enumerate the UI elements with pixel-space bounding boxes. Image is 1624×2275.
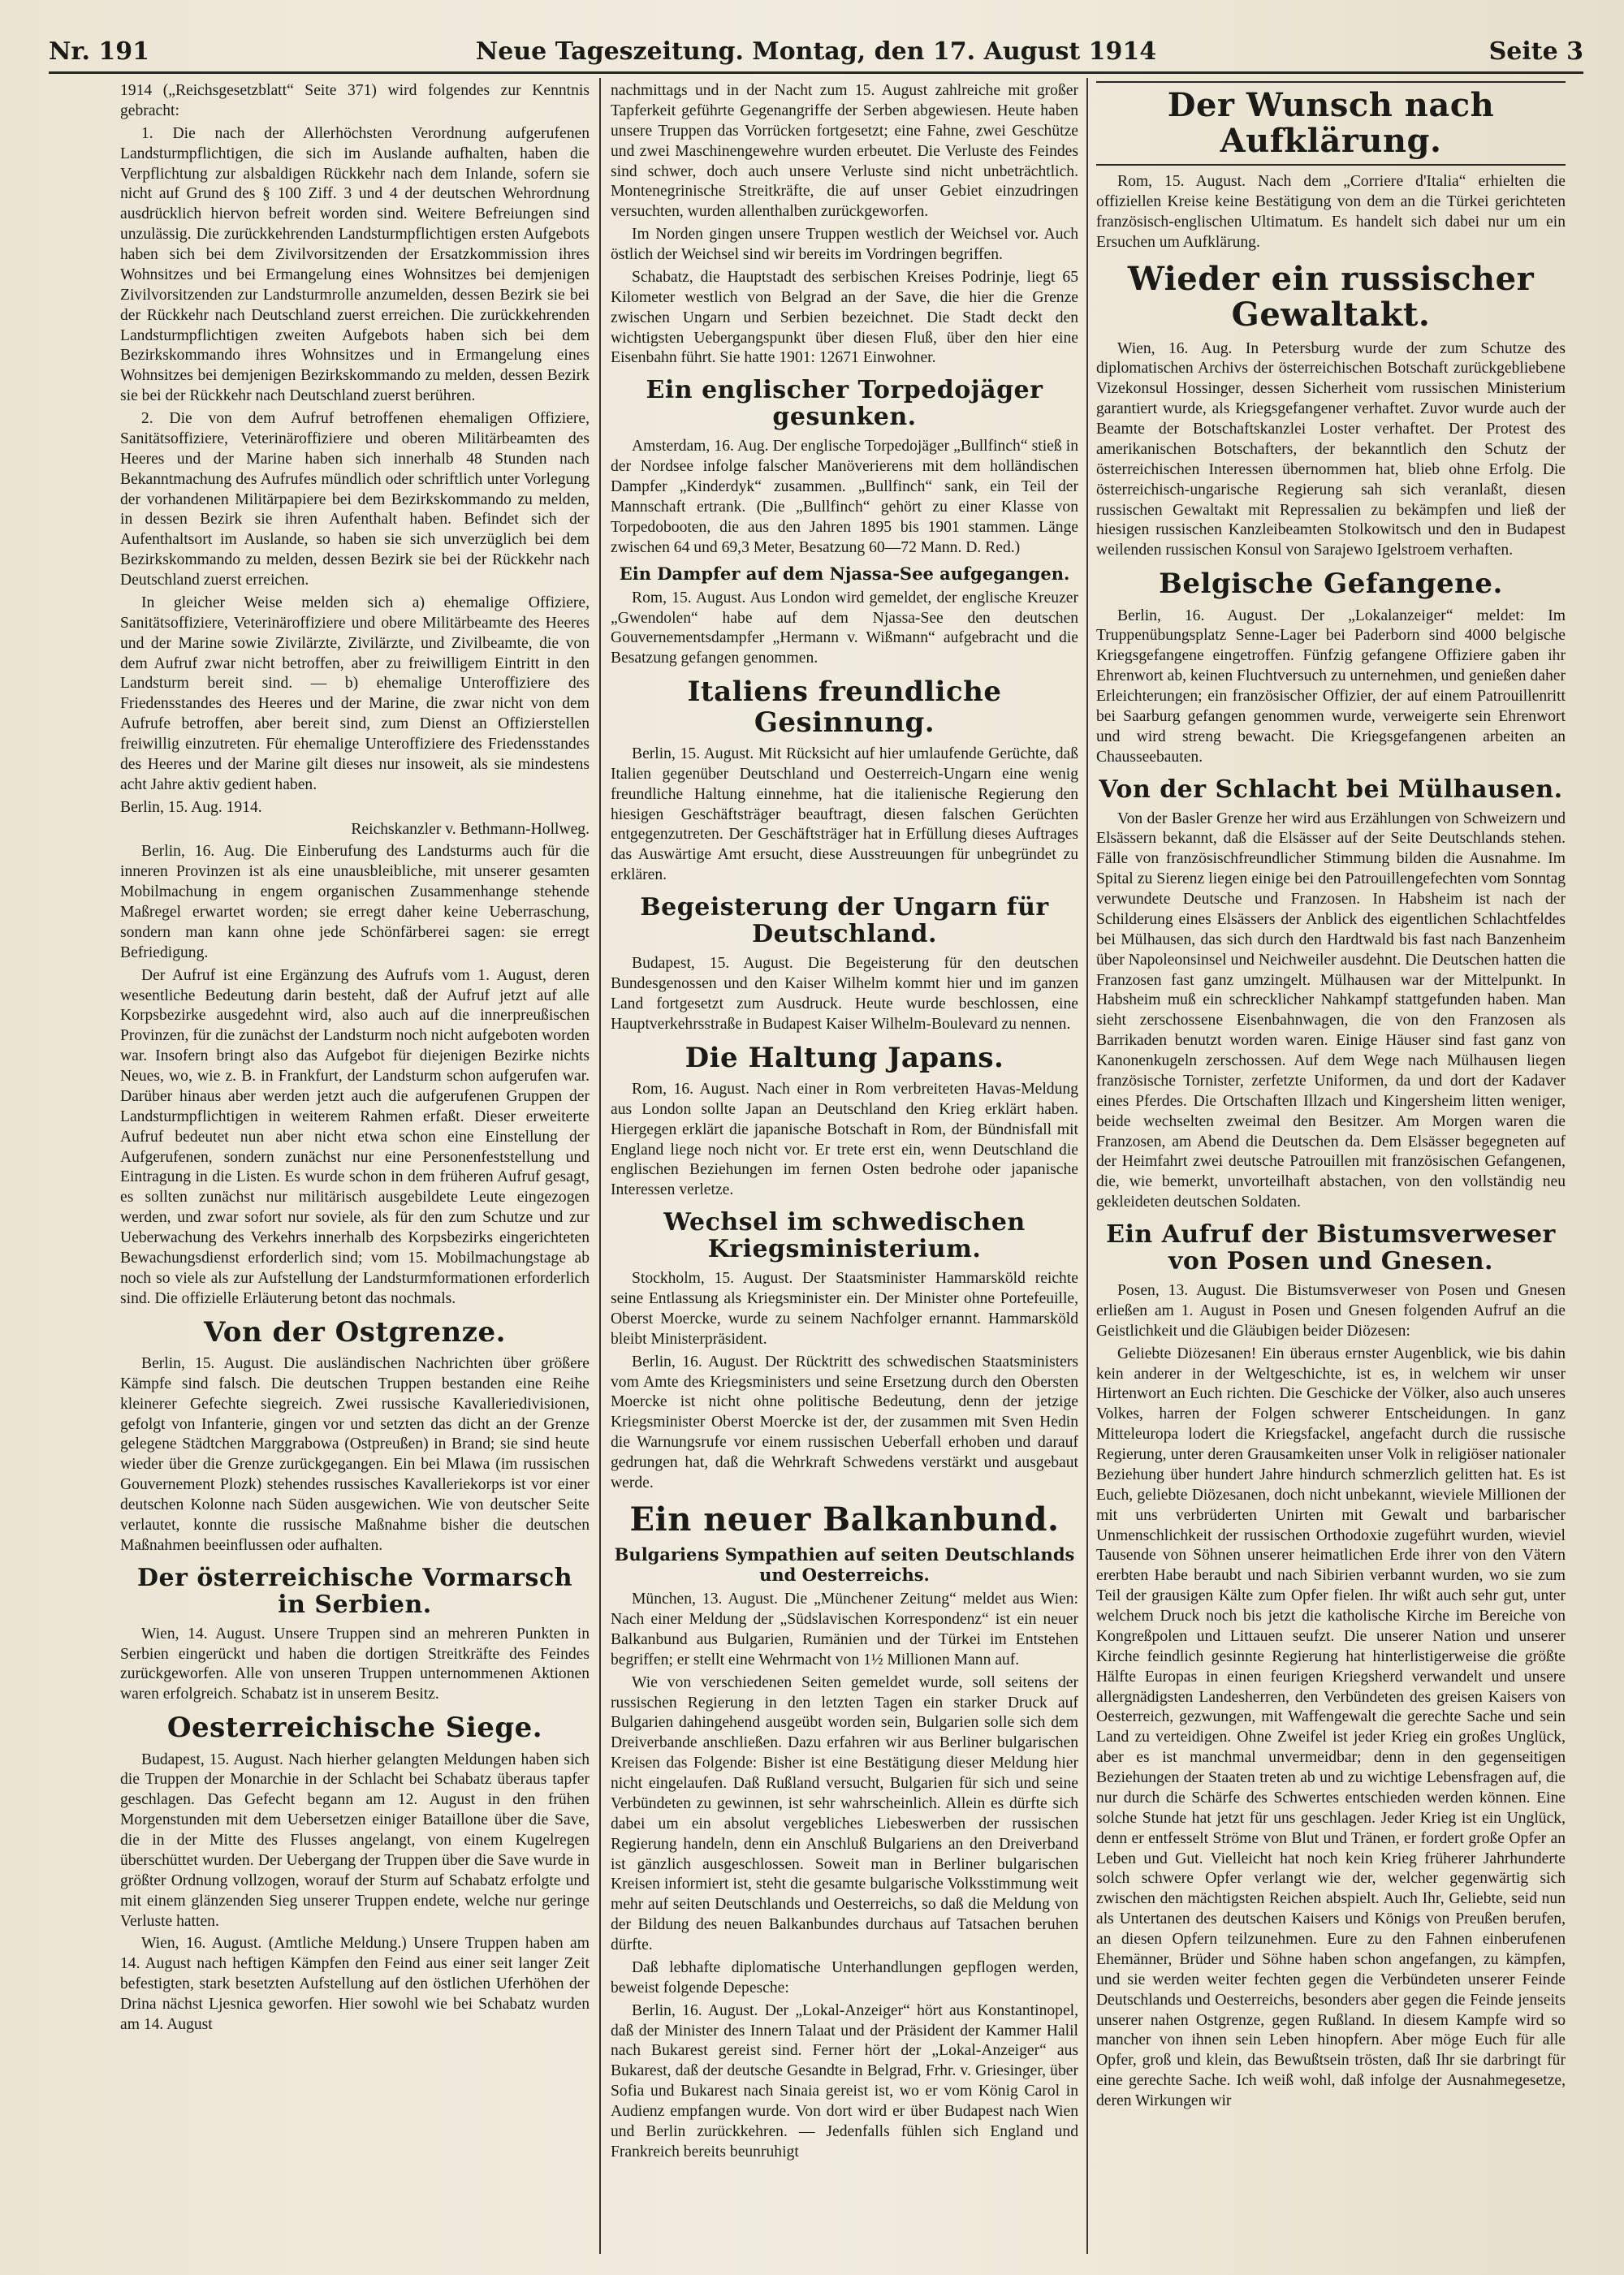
paragraph: nachmittags und in der Nacht zum 15. August zahlreiche mit großer Tapferkeit geführte Gegenangriffe der Serben abgewiesen. Heute haben unsere Truppen das Vorrücken fortgesetzt; eine Fahne, zwei Geschütze und zwei Maschinengewehre wurden erbeutet. Die Verluste des Feindes sind schwer, doch auch unsere Verluste sind nicht unbeträchtlich. Montenegrinische Streitkräfte, die auf unser Gebiet einzudringen versuchten, wurden allenthalben zurückgeworfen. (611, 82, 1078, 221)
paragraph: Wien, 16. August. (Amtliche Meldung.) Unsere Truppen haben am 14. August nach heftigen Kämpfen den Feind aus einer seit langer Zeit befestigten, stark besetzten Aufstellung auf den östlichen Uferhöhen der Drina nächst Ljesnica geworfen. Hier sowohl wie bei Schabatz wurden am 14. August (120, 1935, 590, 2033)
paragraph: Schabatz, die Hauptstadt des serbischen Kreises Podrinje, liegt 65 Kilometer westlich von Belgrad an der Save, die hier die Grenze zwischen Ungarn und Serbien bezeichnet. Die Stadt deckt den wichtigsten Uebergangspunkt über diesen Fluß, über den hier eine Eisenbahn führt. Sie hatte 1901: 12671 Einwohner. (611, 268, 1078, 367)
dateline: Berlin, 15. Aug. 1914. (120, 798, 262, 816)
headline-russischer-gewaltakt: Wieder ein russischer Gewaltakt. (1127, 259, 1535, 334)
headline-torpedojaeger: Ein englischer Torpedojäger gesunken. (646, 376, 1043, 432)
headline-aufruf-bistumsverweser: Ein Aufruf der Bistumsverweser von Posen und Gnesen. (1106, 1220, 1556, 1276)
subheadline-njassa: Ein Dampfer auf dem Njassa-See aufgegangen. (619, 563, 1070, 584)
paragraph: In gleicher Weise melden sich a) ehemalige Offiziere, Sanitätsoffiziere, Veterinäroffiziere und obere Militärbeamte des Heeres und der Marine sowie Zivilärzte, Zivilärzte, und Zivilbeamte, die von dem Aufruf zwar nicht betroffen, aber zu freiwilligem Eintritt in den Landsturm bereit sind. — b) ehemalige Unteroffiziere des Friedensstandes des Heeres und der Marine, die zwar nicht von dem Aufrufe betroffen, aber bereit sind, zum Dienst an Offizierstellen freiwillig einzutreten. Für ehemalige Unteroffiziere des Friedensstandes des Heeres und der Marine gilt dieses nur insoweit, als sie mindestens acht Jahre aktiv gedient haben. (120, 594, 590, 793)
headline-schlacht-muelhausen: Von der Schlacht bei Mülhausen. (1099, 775, 1563, 804)
paragraph: Berlin, 16. Aug. Die Einberufung des Landsturms auch für die inneren Provinzen ist als eine unausbleibliche, mit unserer gesamten Mobilmachung in engem organischen Zusammenhange stehende Maßregel erwartet worden; sie erregt daher keine Ueberraschung, sondern man kann ohne jede Schönfärberei sagen: sie erregt Befriedigung. (120, 843, 590, 961)
headline-box (1096, 81, 1566, 166)
column-2 (611, 81, 1078, 2257)
headline-wunsch-aufklaerung: Der Wunsch nach Aufklärung. (1167, 86, 1495, 160)
masthead-title-date: Neue Tageszeitung. Montag, den 17. August 1914 (475, 37, 1157, 66)
paragraph: Wien, 16. Aug. In Petersburg wurde der zum Schutze des diplomatischen Archivs der österreichischen Botschaft zurückgebliebene Vizekonsul Hossinger, dessen Sicherheit vom russischen Ministerium garantiert wurde, als Kriegsgefangener verhaftet. Zuvor wurde auch der Beamte der Botschaftskanzlei Loster verhaftet. Der Protest des amerikanischen Botschafters, der bekanntlich den Schutz der österreichischen Interessen übernommen hat, blieb ohne Erfolg. Die österreichisch-ungarische Regierung sah sich veranlaßt, diesen russischen Gewaltakt mit Repressalien zu bekämpfen und ließ der hiesigen russischen Kanzleibeamten Stolkowitsch und den in Budapest weilenden russischen Konsul von Sarajewo Igelstroem verhaften. (1096, 339, 1566, 559)
paragraph: Berlin, 16. August. Der Rücktritt des schwedischen Staatsministers vom Amte des Kriegsministers und seine Ersetzung durch den Obersten Moercke ist nicht ohne politische Bedeutung, denn der jetzige Kriegsminister Oberst Moercke ist der, der zusammen mit Sven Hedin die Warnungsrufe vor einem russischen Ueberfall erhoben und darauf gedrungen hat, daß die Wehrkraft Schwedens verstärkt und ausgebaut werde. (611, 1353, 1078, 1491)
headline-belgische-gefangene: Belgische Gefangene. (1159, 568, 1503, 601)
paragraph: Rom, 15. August. Aus London wird gemeldet, der englische Kreuzer „Gwendolen“ habe auf dem Njassa-See den deutschen Gouvernementsdampfer „Hermann v. Wißmann“ aufgebracht und die Besatzung gefangen genommen. (611, 589, 1078, 667)
headline-italiens-gesinnung: Italiens freundliche Gesinnung. (687, 676, 1002, 739)
headline-begeisterung-ungarn: Begeisterung der Ungarn für Deutschland. (640, 893, 1049, 949)
column-1 (120, 81, 590, 2257)
page-number: Seite 3 (1488, 37, 1583, 66)
paragraph: Berlin, 16. August. Der „Lokal-Anzeiger“ hört aus Konstantinopel, daß der Minister des Innern Talaat und der Präsident der Kammer Halil nach Bukarest gereist sind. Ferner hört der „Lokal-Anzeiger“ aus Bukarest, daß der deutsche Gesandte in Belgrad, Frhr. v. Griesinger, über Sofia und Bukarest nach Sinaia gereist ist, wo er vom König Carol in Audienz empfangen wurde. Von dort wird er über Budapest nach Wien und Berlin zurückkehren. — Jedenfalls fühlen sich England und Frankreich bereits beunruhigt (611, 2001, 1078, 2161)
paragraph: Posen, 13. August. Die Bistumsverweser von Posen und Gnesen erließen am 1. August in Posen und Gnesen folgenden Aufruf an die Geistlichkeit und die Gläubigen beider Diözesen: (1096, 1282, 1566, 1340)
paragraph: Wie von verschiedenen Seiten gemeldet wurde, soll seitens der russischen Regierung in den letzten Tagen ein starker Druck auf Bulgarien dahingehend ausgeübt worden sein, Bulgarien solle sich dem Dreiverbande anschließen. Dazu erfahren wir aus Berliner bulgarischen Kreisen das Folgende: Bisher ist eine Bestätigung dieser Meldung hier nicht eingelaufen. Daß Rußland versucht, Bulgarien für sich und seine Verbündeten zu gewinnen, ist sehr wahrscheinlich. Allein es dürfte sich dabei um ein absolut vergebliches Liebeswerben der russischen Regierung handeln, denn ein Anschluß Bulgariens an den Dreiverband ist gänzlich ausgeschlossen. Soweit man in Berliner bulgarischen Kreisen informiert ist, steht die gesamte bulgarische Volksstimmung weit mehr auf seiten Deutschlands und Oesterreichs, so daß die Meldung von der Bildung des neuen Balkanbundes durchaus auf Tatsachen beruhen dürfte. (611, 1673, 1078, 1954)
paragraph: Berlin, 15. August. Die ausländischen Nachrichten über größere Kämpfe sind falsch. Die deutschen Truppen bestanden eine Reihe kleinerer Gefechte siegreich. Zwei russische Kavalleriedivisionen, gefolgt von Infanterie, gingen vor und setzten das dicht an der Grenze gelegene Städtchen Marggrabowa (Ostpreußen) in Brand; sie sind heute wieder über die Grenze zurückgegangen. Ein bei Mlawa (im russischen Gouvernement Plozk) stehendes russisches Kavalleriekorps ist vor einer deutschen Kolonne nach Süden ausgewichen. Wie von deutscher Seite verlautet, konnte die russische Maßnahme bisher die deutschen Maßnahmen beeinflussen oder aufhalten. (120, 1354, 590, 1554)
paragraph: Budapest, 15. August. Die Begeisterung für den deutschen Bundesgenossen und den Kaiser Wilhelm kommt hier und im ganzen Land fortgesetzt zum Ausdruck. Heute wurde beschlossen, eine Hauptverkehrsstraße in Budapest Kaiser Wilhelm-Boulevard zu nennen. (611, 955, 1078, 1033)
headline-haltung-japans: Die Haltung Japans. (685, 1041, 1004, 1074)
paragraph: Geliebte Diözesanen! Ein überaus ernster Augenblick, wie bis dahin kein anderer in der Weltgeschichte, ist es, in welchem wir unser Hirtenwort an Euch richten. Die Geschicke der Völker, also auch unseres Volkes, harren der Folgen schwerer Entscheidungen. In ganz Mitteleuropa lodert die Kriegsfackel, angefacht durch die russische Regierung, unter deren Grausamkeiten unser Volk in religiöser nationaler Beziehung über hundert Jahre hindurch schmerzlich gelitten hat. Es ist Euch, geliebte Diözesanen, doch nicht unbekannt, wieviele Millionen der mit uns verbrüderten Unirten mit Gewalt und barbarischer Unmenschlichkeit der russischen Orthodoxie zugeführt wurden, wieviel Tausende von Söhnen unserer heimatlichen Erde ihrer von den Vätern ererbten Habe beraubt und nach Sibirien verbannt wurden, wo sie zum Teil der grausigen Kälte zum Opfer fielen. Ihr wißt auch sehr gut, unter welchem Druck noch bis jetzt die katholische Kirche im Bereiche von Kongreßpolen und Littauen seufzt. Die unserer Nation und unserer Kirche feindlich gesinnte Regierung hat hinterlistigerweise die größte Hälfte Europas in einen feurigen Kriegsherd verwandelt und unsere allergnädigsten Landesherren, den Verbündeten des greisen Kaisers von Oesterreich, gezwungen, mit Waffengewalt die gerechte Sache und sein Land zu verteidigen. Ohne Zweifel ist jeder Krieg ein großes Unglück, aber es ist manchmal unvermeidbar; denn in den gegenseitigen Beziehungen der Staaten treten ab und zu wichtige Lebensfragen auf, die nur durch die Schärfe des Schwertes entschieden werden können. Eine solche Stunde hat jetzt für uns geschlagen. Jeder Krieg ist ein Unglück, denn er entfesselt Ströme von Blut und Tränen, er fordert große Opfer an Leben und Gut. Vielleicht hat noch kein Krieg früherer Jahrhunderte solch schwere Opfer verlangt wie der, welcher gegenwärtig sich zwischen den mächtigsten Reichen abspielt. Auch Ihr, Geliebte, seid nun als Untertanen des deutschen Kaisers und Königs von Preußen berufen, an diesen Opfern teilzunehmen. Eure zu den Fahnen einberufenen Ehemänner, Brüder und Söhne haben schon angefangen, zu kämpfen, und sie werden weiter fechten gegen die Verbündeten unserer Feinde Deutschlands und Oesterreichs, besonders aber gegen die Feinde jenseits unserer nahen Ostgrenze, gegen Rußland. In diesem Kampfe wird so mancher von ihnen sein Leben hinopfern. Aber möge Euch für alle Opfer, groß und klein, das Bewußtsein trösten, daß Ihr sie darbringt für eine gerechte Sache. Ich weiß wohl, daß infolge der Ausnahmegesetze, deren Wirkungen wir (1096, 1345, 1566, 2110)
column-3 (1096, 81, 1566, 2257)
paragraph: 2. Die von dem Aufruf betroffenen ehemaligen Offiziere, Sanitätsoffiziere, Veterinäroffiziere und oberen Militärbeamten des Heeres und der Marine haben sich innerhalb 48 Stunden nach Bekanntmachung des Aufrufes mündlich oder schriftlich unter Vorlegung der vorhandenen Militärpapiere bei dem Bezirkskommando zu melden, in dessen Bezirk sie ihren Aufenthalt haben. Befindet sich der Aufenthaltsort im Auslande, so haben sie sich unverzüglich bei dem Bezirkskommando zu melden, dessen Bezirk sie bei der Rückkehr nach Deutschland zuerst erreichen. (120, 410, 590, 589)
headline-ostgrenze: Von der Ostgrenze. (204, 1315, 506, 1349)
paragraph: Rom, 15. August. Nach dem „Corriere d'Italia“ erhielten die offiziellen Kreise keine Bestätigung von dem an die Türkei gerichteten französisch-englischen Ultimatum. Es handelt sich dabei nur um ein Ersuchen um Aufklärung. (1096, 173, 1566, 251)
paragraph: München, 13. August. Die „Münchener Zeitung“ meldet aus Wien: Nach einer Meldung der „Südslavischen Korrespondenz“ ist ein neuer Balkanbund aus Bulgarien, Rumänien und der Türkei im Entstehen begriffen; er stellt eine Wehrmacht von 1½ Millionen Mann auf. (611, 1591, 1078, 1668)
paragraph: Budapest, 15. August. Nach hierher gelangten Meldungen haben sich die Truppen der Monarchie in der Schlacht bei Schabatz überaus tapfer geschlagen. Das Gefecht begann am 12. August in den frühen Morgenstunden mit dem Uebersetzen einiger Bataillone über die Save, die in der Mitte des Flusses angelangt, von einem Kugelregen überschüttet wurden. Der Uebergang der Truppen über die Save wurde in größter Ordnung vollzogen, worauf der Sturm auf Schabatz erfolgte und mit einem glänzenden Sieg unserer Truppen endete, welche nur geringe Verluste hatten. (120, 1750, 590, 1930)
paragraph: Von der Basler Grenze her wird aus Erzählungen von Schweizern und Elsässern bekannt, daß die Elsässer auf der Seite Deutschlands stehen. Fälle von französischfreundlicher Stimmung bilden die Ausnahme. Im Spital zu Sierenz liegen einige bei den Patrouillengefechten vom Sonntag verwundete Deutsche und Franzosen. In Habsheim ist nach der Schilderung eines Elsässers der Anblick des eigentlichen Schlachtfeldes bei Mülhausen, das sich durch den Hardtwald bis fast nach Banzenheim über Napoleonsinsel und Neichweiler ausdehnt. Die Deutschen hatten die Franzosen fast ganz umzingelt. Mülhausen war der Mittelpunkt. In Habsheim muß ein schrecklicher Nahkampf stattgefunden haben. Man sieht zerschossene Eisenbahnwagen, die von den Franzosen als Barrikaden benutzt worden waren. Einige Häuser sind fast ganz von Kanonenkugeln zerschossen. Auf dem Wege nach Mülhausen liegen französische Tornister, zerfetzte Uniformen, da und dort der Kadaver eines Pferdes. Die Ortschaften Illzach und Kingersheim litten weniger, beide wechselten zweimal den Besitzer. Am Morgen waren die Franzosen, am Abend die Deutschen da. Dem Elsässer begegneten auf der Heimfahrt zwei deutsche Patrouillen mit französischen Gefangenen, die, wie bemerkt, unvorteilhaft abstachen, von den vollständig neu gekleideten deutschen Soldaten. (1096, 809, 1566, 1211)
headline-vormarsch-serbien: Der österreichische Vormarsch in Serbien. (136, 1563, 573, 1619)
masthead (49, 31, 1583, 74)
signature: Reichskanzler v. Bethmann-Hollweg. (351, 820, 590, 838)
paragraph: Rom, 16. August. Nach einer in Rom verbreiteten Havas-Meldung aus London sollte Japan an Deutschland den Krieg erklärt haben. Hiergegen erklärt die japanische Botschaft in Rom, der Bündnisfall mit England liege noch nicht vor. Er trete erst ein, wenn Deutschland die englischen Beziehungen im fernen Osten bedrohe oder japanische Interessen verletze. (611, 1080, 1078, 1199)
headline-balkanbund: Ein neuer Balkanbund. (629, 1500, 1060, 1539)
paragraph: Berlin, 16. August. Der „Lokalanzeiger“ meldet: Im Truppenübungsplatz Senne-Lager bei Paderborn sind 4000 belgische Kriegsgefangene eingetroffen. Fünfzig gefangene Offiziere gaben ihr Ehrenwort ab, keinen Fluchtversuch zu unternehmen, und genießen daher Erleichterungen; ein französischer Offizier, der auf einem Patrouillenritt bei Saarburg gefangen genommen wurde, verweigerte sein Ehrenwort und wird streng bewacht. Die Kriegsgefangenen arbeiten an Chausseebauten. (1096, 607, 1566, 766)
paragraph: Amsterdam, 16. Aug. Der englische Torpedojäger „Bullfinch“ stieß in der Nordsee infolge falscher Manöverierens mit dem holländischen Dampfer „Kinderdyk“ zusammen. „Bullfinch“ sank, ein Teil der Mannschaft ertrank. (Die „Bullfinch“ gehört zu einer Klasse von Torpedobooten, die aus den Jahren 1895 bis 1901 stammen. Länge zwischen 64 und 69,3 Meter, Besatzung 60—72 Mann. D. Red.) (611, 438, 1078, 556)
paragraph: Berlin, 15. August. Mit Rücksicht auf hier umlaufende Gerüchte, daß Italien gegenüber Deutschland und Oesterreich-Ungarn eine wenig freundliche Haltung einnehme, hat die italienische Regierung den hiesigen Geschäftsträger beauftragt, diesen falschen Gerüchten entgegenzutreten. Der Geschäftsträger hat in Erfüllung dieses Auftrages das Auswärtige Amt ersucht, diese Ausstreuungen für unbegründet zu erklären. (611, 745, 1078, 884)
column-rule-2 (1086, 78, 1088, 2254)
paragraph: Wien, 14. August. Unsere Truppen sind an mehreren Punkten in Serbien eingerückt und haben die dortigen Streitkräfte des Feindes zurückgeworfen. Alle von unseren Truppen unternommenen Aktionen waren erfolgreich. Schabatz ist in unserem Besitz. (120, 1625, 590, 1703)
headline-schwedisches-kriegsministerium: Wechsel im schwedischen Kriegsministerium. (663, 1208, 1026, 1264)
subheadline-bulgarien: Bulgariens Sympathien auf seiten Deutschlands und Oesterreichs. (614, 1543, 1075, 1586)
paragraph: Stockholm, 15. August. Der Staatsminister Hammarsköld reichte seine Entlassung als Kriegsminister ein. Der Minister ohne Portefeuille, Oberst Moercke, wurde zu seinem Nachfolger ernannt. Hammarsköld bleibt Ministerpräsident. (611, 1270, 1078, 1348)
paragraph: Daß lebhafte diplomatische Unterhandlungen gepflogen werden, beweist folgende Depesche: (611, 1958, 1078, 1997)
paragraph: 1. Die nach der Allerhöchsten Verordnung aufgerufenen Landsturmpflichtigen, die sich im Auslande aufhalten, haben die Verpflichtung zur alsbaldigen Rückkehr nach dem Inlande, sofern sie nicht auf Grund des § 100 Ziff. 3 und 4 der deutschen Wehrordnung ausdrücklich hiervon befreit worden sind. Weitere Befreiungen sind unzulässig. Die zurückkehrenden Landsturmpflichtigen ersten Aufgebots haben sich bei dem Zivilvorsitzenden der Ersatzkommission ihres Wohnsitzes und bei Ermangelung eines Wohnsitzes bei demjenigen Zivilvorsitzenden zur Landsturmrolle anzumelden, dessen Bezirk sie bei der Rückkehr nach Deutschland zuerst erreichen. Die zurückkehrenden Landsturmpflichtigen zweiten Aufgebots haben sich bei dem Bezirkskommando ihres Wohnsitzes und in Ermangelung eines Wohnsitzes bei demjenigen Bezirkskommando zu melden, dessen Bezirk sie bei der Rückkehr nach Deutschland zuerst berühren. (120, 124, 590, 405)
article-intro: 1914 („Reichsgesetzblatt“ Seite 371) wird folgendes zur Kenntnis gebracht: (120, 82, 590, 119)
paragraph: Der Aufruf ist eine Ergänzung des Aufrufs vom 1. August, deren wesentliche Bedeutung darin besteht, daß der Aufruf jetzt auf alle Korpsbezirke ausgedehnt wird, also auch auf die innerpreußischen Provinzen, für die zunächst der Landsturm noch nicht aufgeboten worden war. Insofern bringt also das Aufgebot für diejenigen Bezirke nichts Neues, wo, wie z. B. in Frankfurt, der Landsturm schon aufgerufen war. Darüber hinaus aber werden jetzt auch die aufgerufenen Gruppen der Landsturmpflichtigen in weiterem Rahmen erfaßt. Dieser erweiterte Aufruf bedeutet nun aber nicht etwa schon eine Einstellung der Aufgerufenen, sondern zunächst nur eine Personenfeststellung und Eintragung in die Listen. Es wurde schon in dem früheren Aufruf gesagt, es sollten zunächst nur militärisch ausgebildete Leute eingezogen werden, und zwar sofort nur soviele, als für den zum Schutze und zur Ueberwachung des Verkehrs innerhalb des Korpsbezirks eingerichteten Bewachungsdienst erforderlich sind; vom 15. Mobilmachungstage ab noch so viele als zur Aufstellung der Landsturmformationen erforderlich sind. Die offizielle Erläuterung betont das nochmals. (120, 966, 590, 1307)
headline-oesterreichische-siege: Oesterreichische Siege. (166, 1712, 543, 1745)
paragraph: Im Norden gingen unsere Truppen westlich der Weichsel vor. Auch östlich der Weichsel sind wir bereits im Vordringen begriffen. (611, 226, 1078, 263)
issue-number: Nr. 191 (49, 37, 149, 66)
column-rule-1 (599, 78, 601, 2254)
